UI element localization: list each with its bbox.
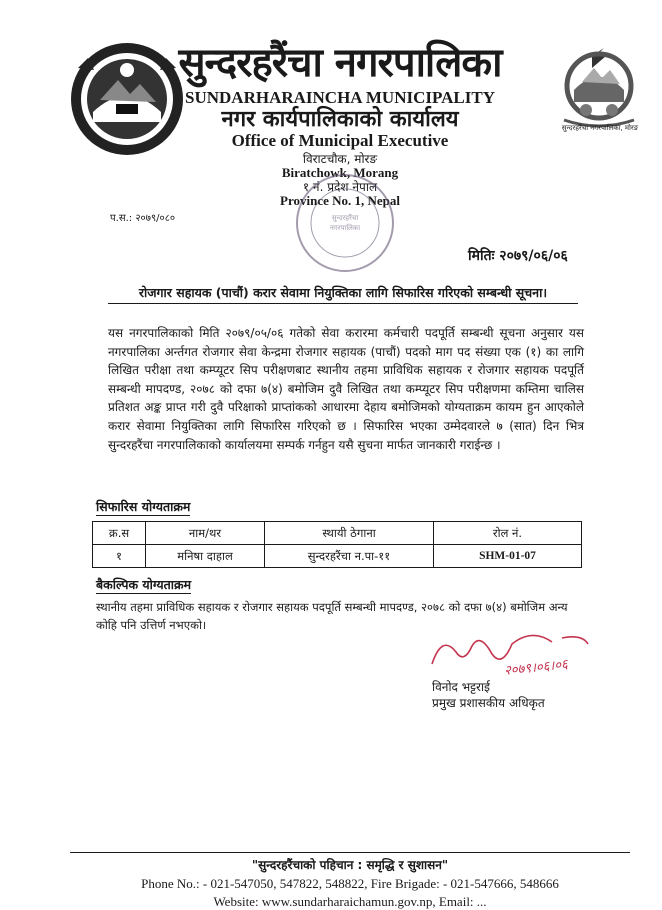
table-cell: मनिषा दाहाल: [146, 545, 265, 568]
svg-text:नगरपालिका: नगरपालिका: [329, 224, 361, 232]
signatory-name: विनोद भट्टराई: [432, 680, 490, 694]
alternative-heading: बैकल्पिक योग्यताक्रम: [96, 577, 192, 592]
table-cell: १: [93, 545, 146, 568]
notice-body: यस नगरपालिकाको मिति २०७९/०५/०६ गतेको सेवा करारमा कर्मचारी पदपूर्ति सम्बन्धी सूचना अनुसार यस नगरपालिका अर्न्तगत रोजगार सेवा केन्द्रमा रोजगार सहायक (पाचौं) पदको माग पद संख्या एक (१) का लागि लिखित परीक्षा तथा कम्प्यूटर सिप परीक्षणबाट स्थानीय तहमा प्राविधिक सहायक र रोजगार सहायक पदपूर्ति सम्बन्धी मापदण्ड, २०७८ को दफा ७(४) बमोजिम दुवै लिखित तथा कम्प्यूटर सिप परीक्षणमा कम्तिमा चालिस प्रतिशत अङ्क प्राप्त गरी दुवै परिक्षाको प्राप्तांकको आधारमा देहाय बमोजिमको योग्यताक्रम कायम हुन आएकोले करार सेवामा नियुक्तिका लागि सिफारिस गरिएको छ । सिफारिस भएका उम्मेदवारले ७ (सात) दिन भित्र सुन्दरहरैंचा नगरपालिकाको कार्यालयमा सम्पर्क गर्नहुन यसै सुचना मार्फत जानकारी गराईन्छ ।: [108, 326, 584, 452]
footer-divider: [70, 852, 630, 853]
svg-text:सुन्दरहरैंचा: सुन्दरहरैंचा: [331, 214, 359, 222]
office-title-nepali: नगर कार्यपालिकाको कार्यालय: [221, 107, 459, 132]
address-english-1: Biratchowk, Morang: [281, 165, 399, 180]
signature: [412, 624, 622, 682]
table-cell: सुन्दरहरैंचा न.पा-११: [265, 545, 434, 568]
table-header-row: [93, 522, 582, 545]
svg-text:२०७९।०६।०६: २०७९।०६।०६: [503, 657, 569, 679]
table-cell: SHM-01-07: [434, 545, 582, 568]
address-nepali-2: १ नं. प्रदेश नेपाल: [302, 180, 378, 194]
recommendation-table: [92, 521, 582, 568]
column-header: स्थायी ठेगाना: [265, 522, 434, 545]
notice-subject: रोजगार सहायक (पाचौं) करार सेवामा नियुक्तिका लागि सिफारिस गरिएको सम्बन्धी सूचना।: [108, 284, 578, 304]
footer-slogan: "सुन्दरहरैंचाको पहिचान : समृद्धि र सुशासन": [251, 858, 449, 872]
table-row: [93, 545, 582, 568]
address-nepali-1: विराटचौक, मोरङ: [302, 152, 378, 166]
footer-website: Website: www.sundarharaichamun.gov.np, Email: ...: [213, 894, 487, 909]
reference-number: प.स.: २०७९/०८०: [110, 213, 176, 224]
footer-phone: Phone No.: - 021-547050, 547822, 548822, Fire Brigade: - 021-547666, 548666: [141, 876, 559, 891]
column-header: नाम/थर: [146, 522, 265, 545]
alternative-text: स्थानीय तहमा प्राविधिक सहायक र रोजगार सहायक पदपूर्ति सम्बन्धी मापदण्ड, २०७८ को दफा ७(४) बमोजिम अन्य कोहि पनि उत्तिर्ण नभएको।: [96, 600, 568, 632]
recommended-heading: सिफारिस योग्यताक्रम: [96, 499, 191, 514]
office-title-english: Office of Municipal Executive: [231, 131, 449, 150]
notice-date: मितिः २०७९/०६/०६: [468, 248, 568, 264]
emblem-caption: सुन्दरहरैंचा नगरपालिका, मोरङ: [561, 124, 639, 132]
office-stamp: [290, 168, 400, 278]
signatory-title: प्रमुख प्रशासकीय अधिकृत: [432, 696, 545, 710]
column-header: क्र.स: [93, 522, 146, 545]
column-header: रोल नं.: [434, 522, 582, 545]
address-english-2: Province No. 1, Nepal: [280, 193, 400, 208]
municipality-title-nepali: सुन्दरहरैंचा नगरपालिका: [178, 40, 502, 86]
municipality-title-english: SUNDARHARAINCHA MUNICIPALITY: [185, 88, 495, 107]
